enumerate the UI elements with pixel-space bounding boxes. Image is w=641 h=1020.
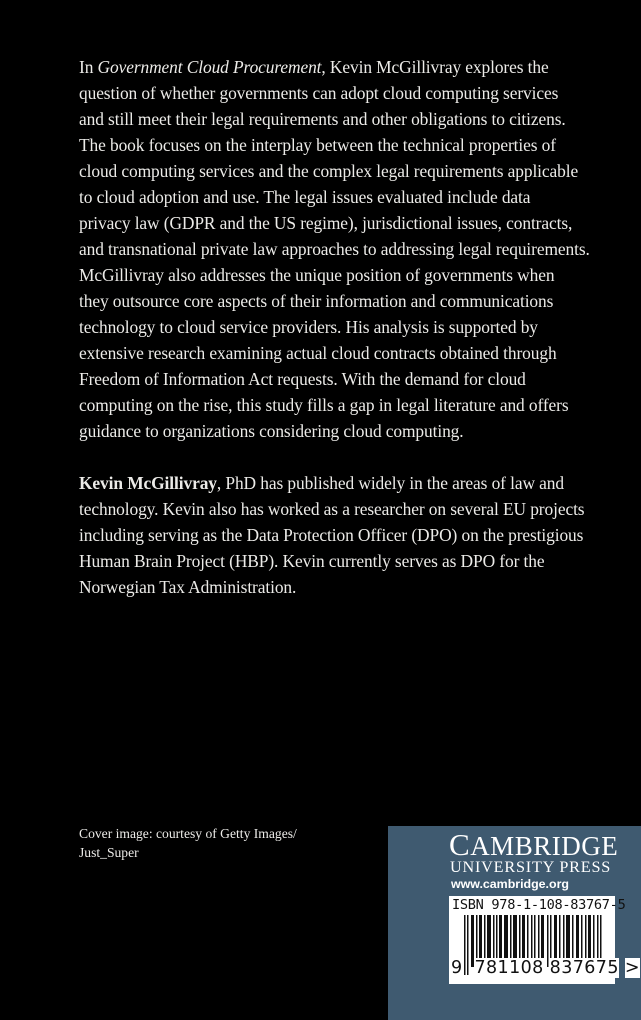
isbn-barcode: [449, 896, 640, 984]
description-line: and transnational private law approaches to addressing legal requirements.: [79, 239, 590, 259]
logo-rest: AMBRIDGE: [470, 831, 619, 861]
description-line: question of whether governments can adopt cloud computing services: [79, 83, 559, 103]
description-line: they outsource core aspects of their information and communications: [79, 291, 554, 311]
digit-group-1: 781108: [474, 958, 544, 978]
digit-lead: 9: [451, 958, 463, 978]
bio-line: including serving as the Data Protection Officer (DPO) on the prestigious: [79, 525, 584, 545]
description-line: McGillivray also addresses the unique position of governments when: [79, 265, 555, 285]
description-line: Freedom of Information Act requests. With the demand for cloud: [79, 369, 526, 389]
text-fragment: In: [79, 57, 98, 77]
text-fragment: , Kevin McGillivray explores the: [321, 57, 549, 77]
credit-line: Just_Super: [79, 845, 139, 860]
book-description: [79, 54, 599, 444]
text-fragment: , PhD has published widely in the areas of law and: [216, 473, 564, 493]
logo-initial: C: [449, 827, 471, 862]
description-line: guidance to organizations considering cloud computing.: [79, 421, 464, 441]
publisher-panel: [388, 826, 641, 1020]
credit-line: Cover image: courtesy of Getty Images/: [79, 826, 297, 841]
isbn-label: ISBN 978-1-108-83767-5: [452, 897, 626, 913]
bio-line: [79, 470, 599, 496]
digit-group-2: 837675: [549, 958, 619, 978]
author-bio: [79, 470, 599, 600]
bio-line: Human Brain Project (HBP). Kevin currently serves as DPO for the: [79, 551, 545, 571]
publisher-url: www.cambridge.org: [451, 877, 569, 891]
author-name: Kevin McGillivray: [79, 473, 217, 493]
publisher-logo: [449, 827, 619, 862]
publisher-subtitle: UNIVERSITY PRESS: [450, 858, 612, 876]
description-line: to cloud adoption and use. The legal issues evaluated include data: [79, 187, 531, 207]
bio-line: technology. Kevin also has worked as a researcher on several EU projects: [79, 499, 585, 519]
quiet-zone-marker: >: [624, 958, 640, 978]
description-line: technology to cloud service providers. His analysis is supported by: [79, 317, 538, 337]
barcode-digits: [451, 958, 640, 978]
description-line: and still meet their legal requirements and other obligations to citizens.: [79, 109, 566, 129]
description-line: privacy law (GDPR and the US regime), jurisdictional issues, contracts,: [79, 213, 573, 233]
book-title: Government Cloud Procurement: [97, 57, 322, 77]
cover-image-credit: [79, 824, 297, 862]
description-line: The book focuses on the interplay between the technical properties of: [79, 135, 556, 155]
description-line: [79, 54, 599, 80]
description-line: computing on the rise, this study fills a gap in legal literature and offers: [79, 395, 569, 415]
description-line: extensive research examining actual cloud contracts obtained through: [79, 343, 557, 363]
bio-line: Norwegian Tax Administration.: [79, 577, 297, 597]
description-line: cloud computing services and the complex legal requirements applicable: [79, 161, 579, 181]
